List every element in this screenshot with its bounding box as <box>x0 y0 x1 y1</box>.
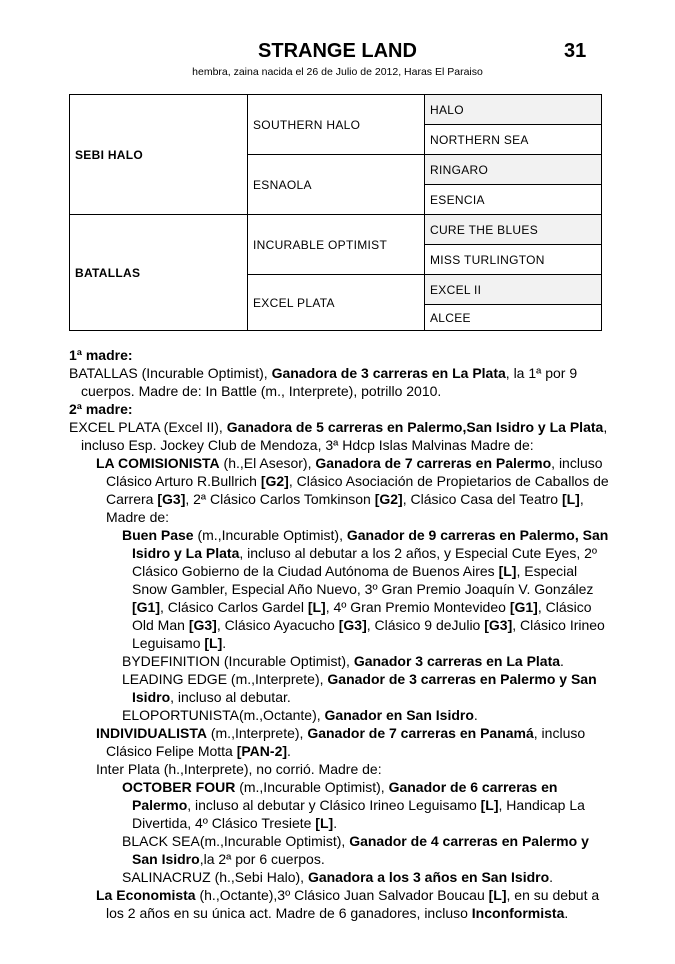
produce-entry: LEADING EDGE (m.,Interprete), Ganador de 3 carreras en Palermo y San Isidro, incluso al debutar. <box>122 671 597 705</box>
pedigree-sire-dam: ESNAOLA <box>248 155 425 215</box>
pedigree-g3-cell: ALCEE <box>425 305 602 331</box>
pedigree-sire-sire: SOUTHERN HALO <box>248 95 425 155</box>
horse-name-title: STRANGE LAND <box>258 40 417 62</box>
produce-entry: OCTOBER FOUR (m.,Incurable Optimist), Ganador de 6 carreras en Palermo, incluso al debutar y Clásico Irineo Leguisamo [L], Handicap La Divertida, 4º Clásico Tresiete [L]. <box>122 779 585 831</box>
pedigree-dam: BATALLAS <box>70 215 248 331</box>
second-dam-heading: 2ª madre: <box>69 401 133 417</box>
pedigree-g3-cell: ESENCIA <box>425 185 602 215</box>
produce-entry: Inter Plata (h.,Interprete), no corrió. Madre de: <box>96 761 382 777</box>
second-dam-entry: EXCEL PLATA (Excel II), Ganadora de 5 carreras en Palermo,San Isidro y La Plata, incluso Esp. Jockey Club de Mendoza, 3ª Hdcp Islas Malvinas Madre de: <box>69 419 608 453</box>
first-dam-entry: BATALLAS (Incurable Optimist), Ganadora de 3 carreras en La Plata, la 1ª por 9 cuerpos. Madre de: In Battle (m., Interprete), potrillo 2010. <box>69 365 578 399</box>
pedigree-g3-cell: RINGARO <box>425 155 602 185</box>
family-text <box>69 346 609 922</box>
pedigree-g3-cell: MISS TURLINGTON <box>425 245 602 275</box>
pedigree-g3-cell: HALO <box>425 95 602 125</box>
horse-subtitle: hembra, zaina nacida el 26 de Julio de 2012, Haras El Paraiso <box>192 66 483 78</box>
pedigree-g3-cell: NORTHERN SEA <box>425 125 602 155</box>
produce-entry: ELOPORTUNISTA(m.,Octante), Ganador en San Isidro. <box>122 707 478 723</box>
pedigree-dam-dam: EXCEL PLATA <box>248 275 425 331</box>
first-dam-heading: 1ª madre: <box>69 347 133 363</box>
produce-entry: Buen Pase (m.,Incurable Optimist), Ganador de 9 carreras en Palermo, San Isidro y La Plata, incluso al debutar a los 2 años, y Especial Cute Eyes, 2º Clásico Gobierno de la Ciudad Autónoma de Buenos Aires [L], Especial Snow Gambler, Especial Año Nuevo, 3º Gran Premio Joaquín V. González [G1], Clásico Carlos Gardel [L], 4º Gran Premio Montevideo [G1], Clásico Old Man [G3], Clásico Ayacucho [G3], Clásico 9 deJulio [G3], Clásico Irineo Leguisamo [L]. <box>122 527 609 651</box>
pedigree-dam-sire: INCURABLE OPTIMIST <box>248 215 425 275</box>
produce-entry: BYDEFINITION (Incurable Optimist), Ganador 3 carreras en La Plata. <box>122 653 564 669</box>
pedigree-table <box>69 94 602 331</box>
produce-entry: LA COMISIONISTA (h.,El Asesor), Ganadora de 7 carreras en Palermo, incluso Clásico Arturo R.Bullrich [G2], Clásico Asociación de Propietarios de Caballos de Carrera [G3], 2ª Clásico Carlos Tomkinson [G2], Clásico Casa del Teatro [L], Madre de: <box>96 455 609 525</box>
lot-number: 31 <box>564 40 587 62</box>
pedigree-sire: SEBI HALO <box>70 95 248 215</box>
produce-entry: BLACK SEA(m.,Incurable Optimist), Ganador de 4 carreras en Palermo y San Isidro,la 2ª por 6 cuerpos. <box>122 833 589 867</box>
pedigree-g3-cell: EXCEL II <box>425 275 602 305</box>
pedigree-g3-cell: CURE THE BLUES <box>425 215 602 245</box>
produce-entry: SALINACRUZ (h.,Sebi Halo), Ganadora a los 3 años en San Isidro. <box>122 869 554 885</box>
produce-entry: INDIVIDUALISTA (m.,Interprete), Ganador de 7 carreras en Panamá, incluso Clásico Felipe Motta [PAN-2]. <box>96 725 586 759</box>
produce-entry: La Economista (h.,Octante),3º Clásico Juan Salvador Boucau [L], en su debut a los 2 años en su única act. Madre de 6 ganadores, incluso Inconformista. <box>96 887 600 921</box>
